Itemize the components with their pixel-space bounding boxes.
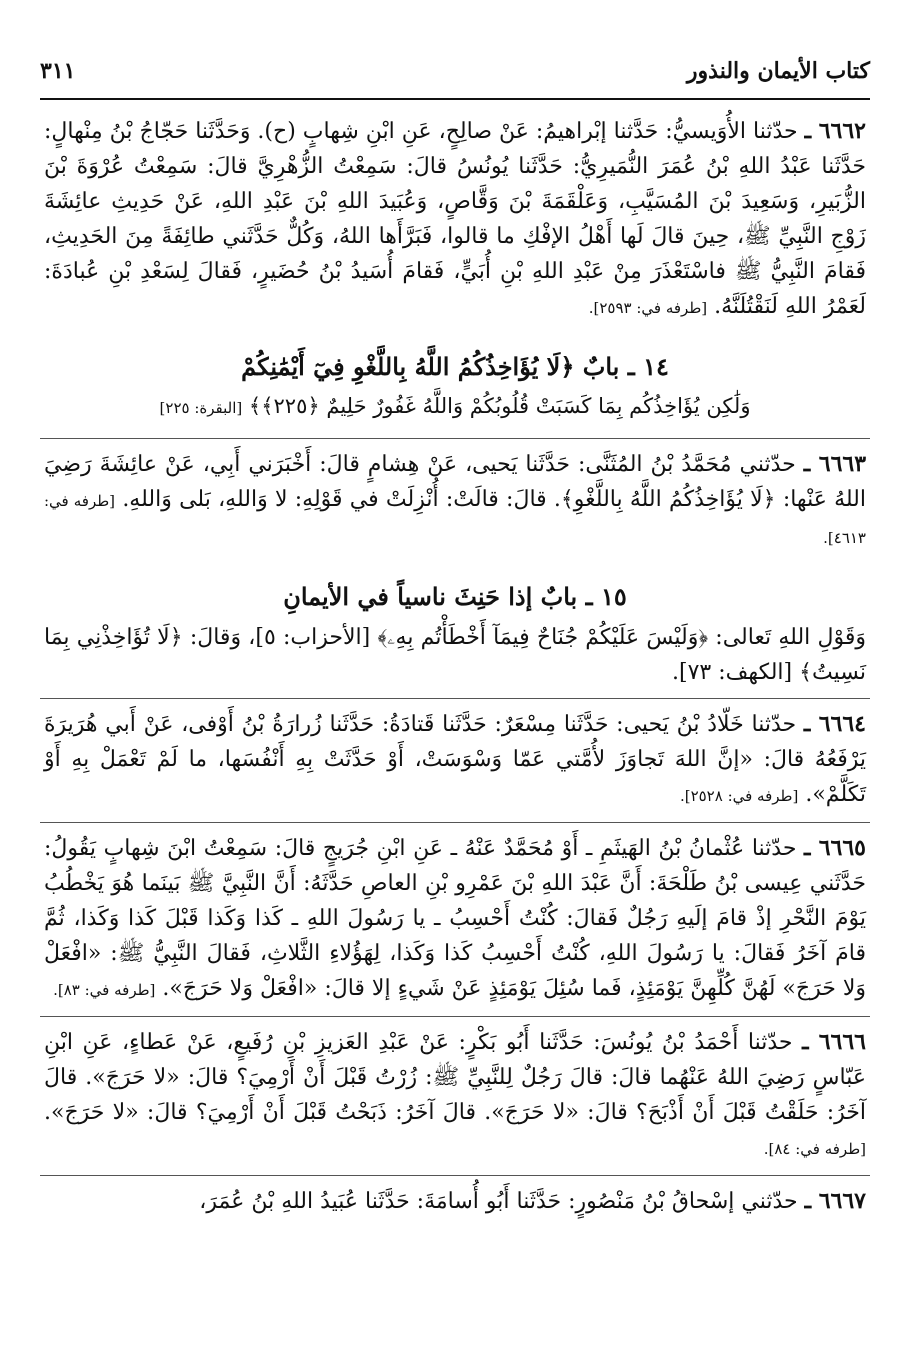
hadith-number: ٦٦٦٦ ـ bbox=[802, 1029, 866, 1055]
hadith-6664 bbox=[40, 698, 870, 814]
chapter-14-title: ١٤ ـ بابٌ ﴿لَا يُؤَاخِذُكُمُ اللَّهُ بِاللَّغْوِ فِيٓ أَيْمَٰنِكُمْ bbox=[241, 352, 669, 381]
page-content bbox=[40, 114, 870, 1227]
hadith-number: ٦٦٦٤ ـ bbox=[803, 711, 866, 737]
page-number: ٣١١ bbox=[40, 58, 76, 84]
header-rule bbox=[40, 98, 870, 100]
book-title: كتاب الأيمان والنذور bbox=[686, 58, 870, 84]
chapter-15-intro: وَقَوْلِ اللهِ تَعالى: ﴿وَلَيْسَ عَلَيْكُمْ جُنَاحٌ فِيمَآ أَخْطَأْتُم بِهِۦ﴾ [الأحزاب: ٥]، وَقالَ: ﴿لَا تُؤَاخِذْنِي بِمَا نَسِيتُ﴾ [الكهف: ٧٣]. bbox=[44, 625, 866, 685]
hadith-text: حدّثني مُحَمَّدُ بْنُ المُثَنَّى: حَدَّثَنا يَحيى، عَنْ هِشامٍ قالَ: أَخْبَرَني أَبِي، عَنْ عائِشَةَ رَضِيَ اللهُ عَنْها: ﴿لَا يُؤَاخِذُكُمُ اللَّهُ بِاللَّغْوِ﴾. قالَ: قالَتْ: أُنْزِلَتْ في قَوْلِهِ: لا وَاللهِ، بَلى وَاللهِ. bbox=[44, 452, 866, 512]
hadith-6665 bbox=[40, 822, 870, 1008]
cross-reference: [طرفه في: ٢٥٢٨]. bbox=[679, 787, 799, 805]
hadith-text: حدّثنا أَحْمَدُ بْنُ يُونُسَ: حَدَّثَنا أَبُو بَكْرٍ: عَنْ عَبْدِ العَزيزِ بْنِ رُفَيعٍ، عَنْ عَطاءٍ، عَنِ ابْنِ عَبّاسٍ رَضِيَ اللهُ عَنْهُما قالَ: قالَ رَجُلٌ لِلنَّبِيِّ ﷺ: زُرْتُ قَبْلَ أَنْ أَرْمِيَ؟ قالَ: «لا حَرَجَ». قالَ آخَرُ: حَلَقْتُ قَبْلَ أَنْ أَذْبَحَ؟ قالَ: «لا حَرَجَ». قالَ آخَرُ: ذَبَحْتُ قَبْلَ أَنْ أَرْمِيَ؟ قالَ: «لا حَرَجَ». bbox=[44, 1030, 866, 1125]
hadith-6666 bbox=[40, 1016, 870, 1167]
hadith-number: ٦٦٦٧ ـ bbox=[804, 1188, 866, 1214]
cross-reference: [طرفه في: ٢٥٩٣]. bbox=[588, 299, 708, 317]
hadith-6667 bbox=[40, 1175, 870, 1219]
verse-reference: [البقرة: ٢٢٥] bbox=[159, 399, 243, 417]
hadith-number: ٦٦٦٥ ـ bbox=[804, 835, 866, 861]
chapter-14-verse bbox=[40, 390, 870, 424]
cross-reference: [طرفه في: ٤٦١٣]. bbox=[44, 492, 866, 547]
hadith-6663 bbox=[40, 438, 870, 556]
hadith-text: حدّثني إسْحاقُ بْنُ مَنْصُورٍ: حَدَّثَنا أَبُو أُسامَةَ: حَدَّثَنا عُبَيدُ اللهِ بْنُ عُمَرَ، bbox=[199, 1189, 798, 1214]
hadith-text: حدّثنا خَلّادُ بْنُ يَحيى: حَدَّثَنا مِسْعَرٌ: حَدَّثَنا قَتادَةُ: حَدَّثَنا زُرارَةُ بْنُ أَوْفى، عَنْ أَبي هُرَيرَةَ يَرْفَعُهُ قالَ: «إنَّ اللهَ تَجاوَزَ لأُمَّتي عَمّا وَسْوَسَتْ، أَوْ حَدَّثَتْ بِهِ أَنْفُسَها، ما لَمْ تَعْمَلْ بِهِ أَوْ تَكَلَّمْ». bbox=[44, 712, 866, 807]
page-header bbox=[40, 52, 870, 92]
hadith-number: ٦٦٦٣ ـ bbox=[803, 451, 867, 477]
hadith-text: حدّثنا الأُوَيسيُّ: حَدَّثنا إبْراهيمُ: عَنْ صالِحٍ، عَنِ ابْنِ شِهابٍ (ح). وَحَدَّثَنا حَجّاجُ بْنُ مِنْهالٍ: حَدَّثَنا عَبْدُ اللهِ بْنُ عُمَرَ النُّمَيرِيُّ: حَدَّثَنا يُونُسُ قالَ: سَمِعْتُ الزُّهْرِيَّ قالَ: سَمِعْتُ عُرْوَةَ بْنَ الزُّبَيرِ، وَسَعِيدَ بْنَ المُسَيَّبِ، وَعَلْقَمَةَ بْنَ وَقَّاصٍ، وَعُبَيدَ اللهِ بْنَ عَبْدِ اللهِ، عَنْ حَدِيثِ عائِشَةَ زَوْجِ النَّبِيِّ ﷺ، حِينَ قالَ لَها أَهْلُ الإفْكِ ما قالوا، فَبَرَّأَها اللهُ، وَكُلٌّ حَدَّثَني طائِفَةً مِنَ الحَدِيثِ، فَقامَ النَّبِيُّ ﷺ فاسْتَعْذَرَ مِنْ عَبْدِ اللهِ بْنِ أُبَيٍّ، فَقامَ أُسَيدُ بْنُ حُضَيرٍ، فَقالَ لِسَعْدِ بْنِ عُبادَةَ: لَعَمْرُ اللهِ لَنَقْتُلَنَّهُ. bbox=[43, 119, 866, 319]
document-page bbox=[40, 40, 870, 1340]
hadith-number: ٦٦٦٢ ـ bbox=[804, 118, 866, 144]
cross-reference: [طرفه في: ٨٣]. bbox=[53, 981, 156, 999]
verse-text: وَلَٰكِن يُؤَاخِذُكُم بِمَا كَسَبَتْ قُلُوبُكُمْ وَاللَّهُ غَفُورٌ حَلِيمٌ ﴿٢٢٥﴾﴾ bbox=[248, 394, 751, 418]
chapter-15-title: ١٥ ـ بابٌ إذا حَنِثَ ناسياً في الأيمانِ bbox=[283, 582, 627, 611]
cross-reference: [طرفه في: ٨٤]. bbox=[763, 1140, 866, 1158]
hadith-6662 bbox=[40, 114, 870, 326]
hadith-text: حدّثنا عُثْمانُ بْنُ الهَيثَمِ ـ أَوْ مُحَمَّدٌ عَنْهُ ـ عَنِ ابْنِ جُرَيجٍ قالَ: سَمِعْتُ ابْنَ شِهابٍ يَقُولُ: حَدَّثَني عِيسى بْنُ طَلْحَةَ: أَنَّ عَبْدَ اللهِ بْنَ عَمْرِو بْنِ العاصِ حَدَّثَهُ: أَنَّ النَّبِيَّ ﷺ بَينَما هُوَ يَخْطُبُ يَوْمَ النَّحْرِ إذْ قامَ إلَيهِ رَجُلٌ فَقالَ: كُنْتُ أَحْسِبُ ـ يا رَسُولَ اللهِ ـ كَذا وَكَذا قَبْلَ كَذا وَكَذا، ثُمَّ قامَ آخَرُ فَقالَ: يا رَسُولَ اللهِ، كُنْتُ أَحْسِبُ كَذا وَكَذا، لِهَؤُلاءِ الثَّلاثِ، فَقالَ النَّبِيُّ ﷺ: «افْعَلْ وَلا حَرَجَ» لَهُنَّ كُلِّهِنَّ يَوْمَئِذٍ، فَما سُئِلَ يَوْمَئِذٍ عَنْ شَيءٍ إلا قالَ: «افْعَلْ وَلا حَرَجَ». bbox=[44, 836, 866, 1001]
